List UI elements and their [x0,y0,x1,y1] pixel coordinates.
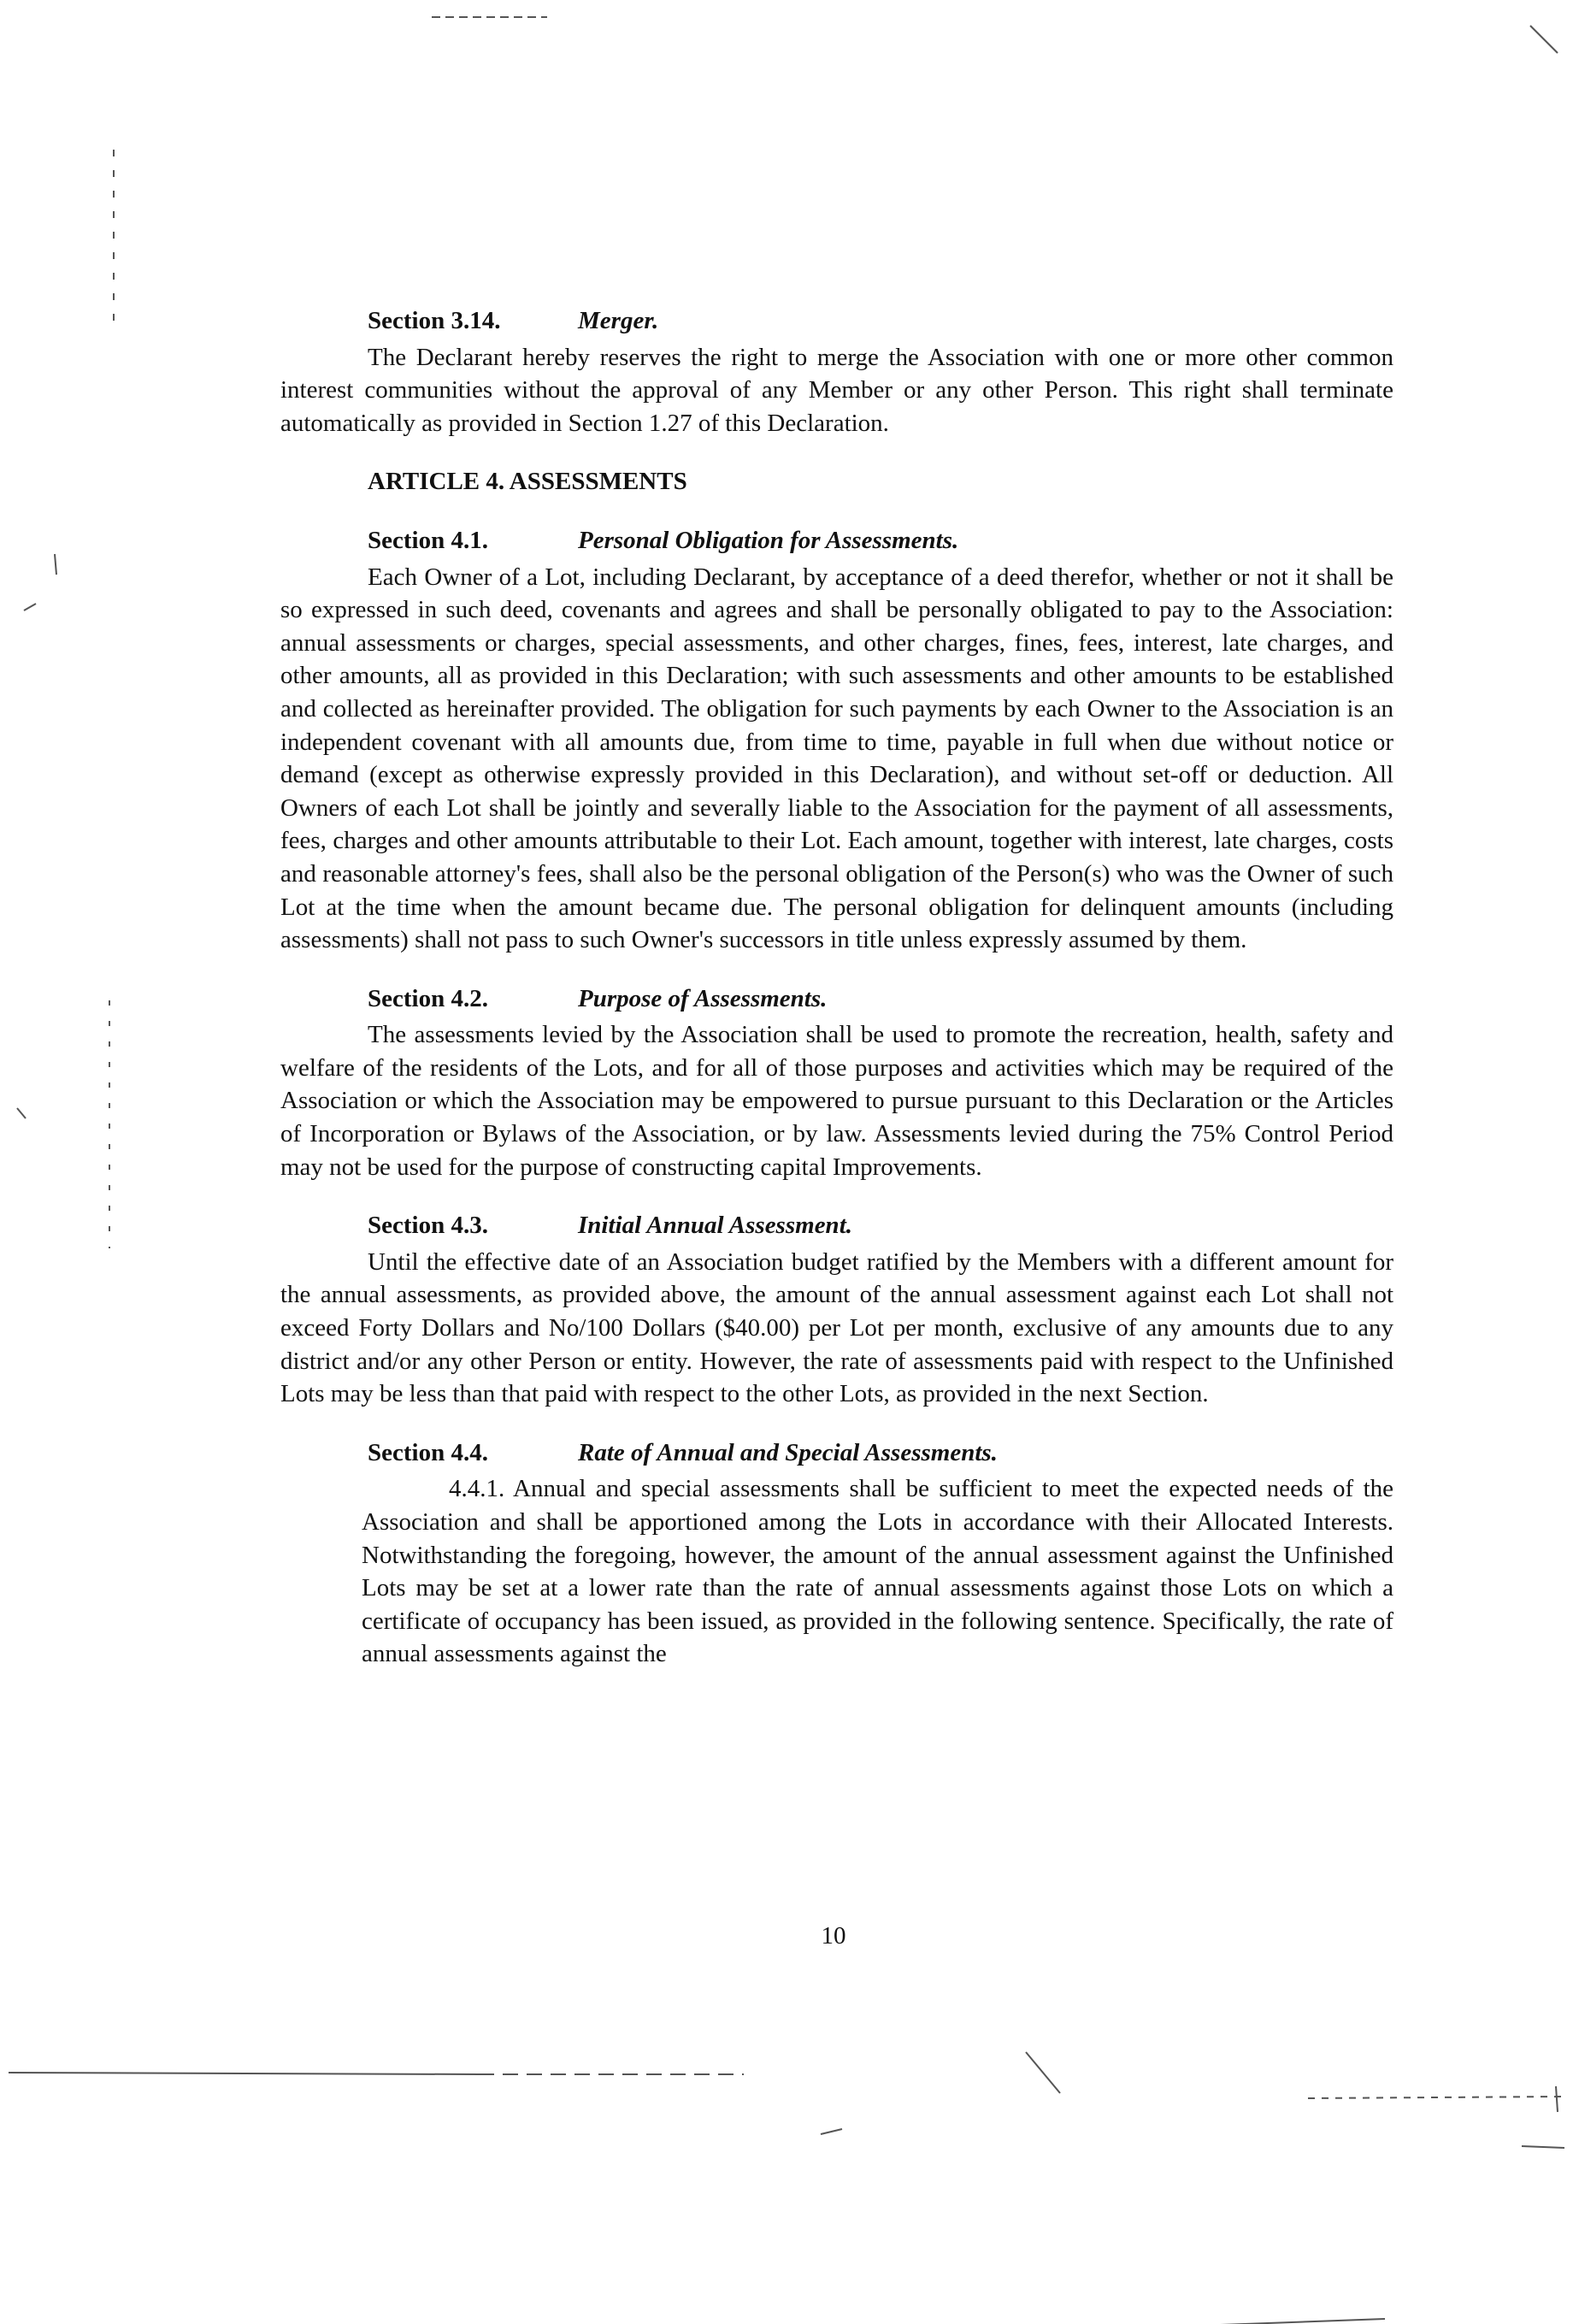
section-number: Section 3.14. [368,307,501,334]
section-title: Initial Annual Assessment. [578,1212,852,1240]
section-3-14-heading [280,304,1393,338]
section-4-2-body: The assessments levied by the Association shall be used to promote the recreation, health, safety and welfare of the residents of the Lots, and for all of those purposes and activities which may be required of the Association or which the Association may be empowered to pursue pursuant to this Declaration or the Articles of Incorporation or Bylaws of the Association, or by law. Assessments levied during the 75% Control Period may not be used for the purpose of constructing capital Improvements. [280,1021,1393,1181]
section-title: Purpose of Assessments. [578,984,828,1012]
section-4-4-1-body: 4.4.1. Annual and special assessments shall be sufficient to meet the expected needs of the Association and shall be apportioned among the Lots in accordance with their Allocated Interests. Notwithstanding the foregoing, however, the amount of the annual assessment against the Unfinished Lots may be set at a lower rate than the rate of annual assessments against those Lots on which a certificate of occupancy has been issued, as provided in the following sentence. Specifically, the rate of annual assessments against the [362,1475,1393,1668]
section-4-3-heading [280,1209,1393,1242]
section-title: Rate of Annual and Special Assessments. [578,1438,998,1466]
section-4-3-body: Until the effective date of an Association budget ratified by the Members with a different amount for the annual assessments, as provided above, the amount of the annual assessment against each Lot shall not exceed Forty Dollars and No/100 Dollars ($40.00) per Lot per month, exclusive of any amounts due to any district and/or any other Person or entity. However, the rate of assessments paid with respect to the Unfinished Lots may be less than that paid with respect to the other Lots, as provided in the next Section. [280,1248,1393,1408]
section-4-2-heading [280,982,1393,1016]
section-4-1-body: Each Owner of a Lot, including Declarant, by acceptance of a deed therefor, whether or not it shall be so expressed in such deed, covenants and agrees and shall be personally obligated to pay to the Association: annual assessments or charges, special assessments, and other charges, fines, fees, interest, late charges, and other amounts, all as provided in this Declaration; with such assessments and other amounts to be established and collected as hereinafter provided. The obligation for such payments by each Owner to the Association is an independent covenant with all amounts due, from time to time, payable in full when due without notice or demand (except as otherwise expressly provided in this Declaration), and without set-off or deduction. All Owners of each Lot shall be jointly and severally liable to the Association for the payment of all assessments, fees, charges and other amounts attributable to their Lot. Each amount, together with interest, late charges, costs and reasonable attorney's fees, shall also be the personal obligation of the Person(s) who was the Owner of such Lot at the time when the amount became due. The personal obligation for delinquent amounts (including assessments) shall not pass to such Owner's successors in title unless expressly assumed by them. [280,563,1393,954]
section-number: Section 4.4. [368,1438,488,1466]
section-number: Section 4.1. [368,526,488,554]
section-number: Section 4.2. [368,984,488,1012]
section-title: Personal Obligation for Assessments. [578,526,959,554]
section-4-1-heading [280,524,1393,557]
article-4-heading: ARTICLE 4. ASSESSMENTS [368,468,687,496]
document-body [280,304,1393,1671]
page-number: 10 [821,1922,846,1949]
section-title: Merger. [578,307,659,334]
section-4-4-heading [280,1436,1393,1470]
section-3-14-body: The Declarant hereby reserves the right to merge the Association with one or more other common interest communities without the approval of any Member or any other Person. This right shall terminate automatically as provided in Section 1.27 of this Declaration. [280,343,1393,437]
section-number: Section 4.3. [368,1212,488,1240]
